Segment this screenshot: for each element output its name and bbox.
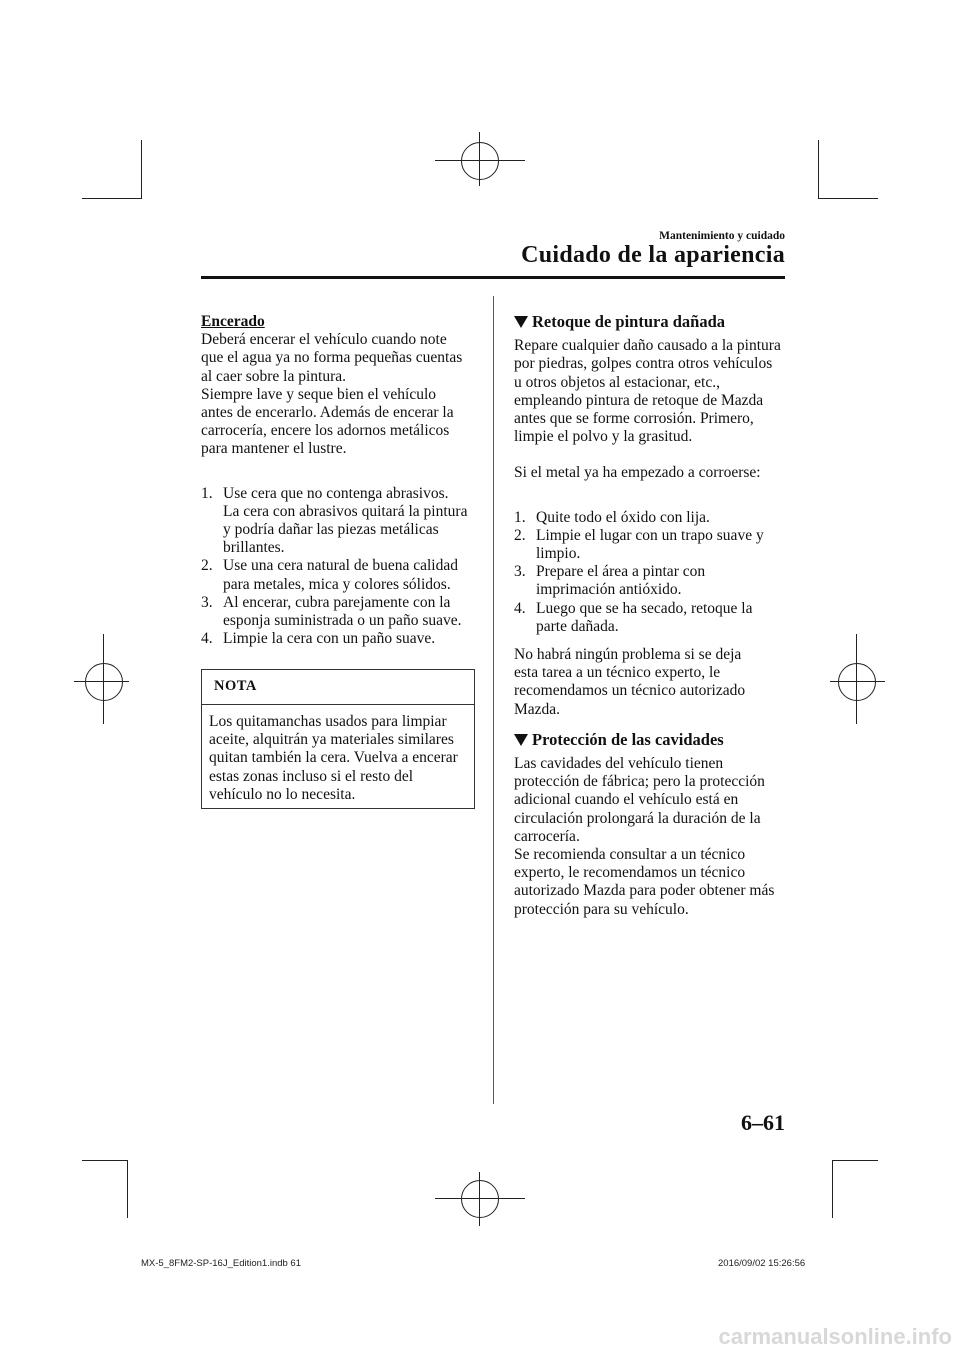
note-body: Los quitamanchas usados para limpiar aceite, alquitrán ya materiales similares quitan también la cera. Vuelva a encerar estas zonas incluso si el resto del vehículo no lo necesita. bbox=[209, 713, 458, 803]
note-box bbox=[201, 669, 475, 809]
crop-mark bbox=[141, 140, 142, 198]
encerado-heading: Encerado bbox=[201, 313, 265, 330]
crop-mark bbox=[818, 140, 819, 198]
page-title: Cuidado de la apariencia bbox=[521, 242, 785, 268]
list-item: 4. Luego que se ha secado, retoque la parte dañada. bbox=[514, 599, 753, 635]
encerado-intro: Deberá encerar el vehículo cuando note que el agua ya no forma pequeñas cuentas al caer sobre la pintura. Siempre lave y seque bien el vehículo antes de encerarlo. Además de encerar la carrocería, encere los adornos metálicos para mantener el lustre. bbox=[201, 331, 463, 458]
list-item: 3. Prepare el área a pintar con imprimación antióxido. bbox=[514, 563, 706, 599]
list-item: 1. Quite todo el óxido con lija. bbox=[514, 508, 710, 526]
crop-mark bbox=[82, 1160, 128, 1161]
list-item: 1. Use cera que no contenga abrasivos. La cera con abrasivos quitará la pintura y podría dañar las piezas metálicas brillantes. bbox=[201, 484, 468, 557]
note-title: NOTA bbox=[202, 670, 474, 705]
cavidades-body: Las cavidades del vehículo tienen protección de fábrica; pero la protección adicional cuando el vehículo está en circulación prolongará la duración de la carrocería. Se recomienda consultar a un técnico experto, le recomendamos un técnico autorizado Mazda para poder obtener más protección para su vehículo. bbox=[514, 755, 775, 918]
footer-timestamp: 2016/09/02 15:26:56 bbox=[718, 1258, 806, 1269]
header-rule bbox=[201, 276, 785, 279]
list-item: 2. Limpie el lugar con un trapo suave y limpio. bbox=[514, 526, 764, 563]
retoque-steps bbox=[514, 509, 789, 636]
section-label: Mantenimiento y cuidado bbox=[659, 230, 785, 242]
retoque-heading: Retoque de pintura dañada bbox=[514, 313, 789, 331]
column-divider bbox=[493, 296, 494, 1104]
triangle-bullet-icon bbox=[514, 316, 528, 328]
crop-mark bbox=[818, 198, 878, 199]
crop-mark bbox=[82, 198, 142, 199]
triangle-bullet-icon bbox=[514, 734, 528, 746]
retoque-intro: Repare cualquier daño causado a la pintura por piedras, golpes contra otros vehículos u otros objetos al estacionar, etc., empleando pintura de retoque de Mazda antes que se forme corrosión. Primero, limpie el polvo y la grasitud. bbox=[514, 337, 781, 446]
watermark: carmanualsonline.info bbox=[718, 1324, 952, 1349]
left-column bbox=[201, 313, 476, 648]
list-item: 3. Al encerar, cubra parejamente con la esponja suministrada o un paño suave. bbox=[201, 593, 462, 630]
crop-mark bbox=[832, 1160, 833, 1218]
footer-file: MX-5_8FM2-SP-16J_Edition1.indb 61 bbox=[141, 1258, 302, 1269]
retoque-metal: Si el metal ya ha empezado a corroerse: bbox=[514, 464, 761, 482]
list-item: 4. Limpie la cera con un paño suave. bbox=[201, 630, 436, 648]
list-item: 2. Use una cera natural de buena calidad para metales, mica y colores sólidos. bbox=[201, 557, 458, 593]
encerado-steps bbox=[201, 485, 476, 649]
crop-mark bbox=[832, 1160, 878, 1161]
page-number: 6–61 bbox=[741, 1110, 785, 1135]
retoque-outro: No habrá ningún problema si se deja esta tarea a un técnico experto, le recomendamos un técnico autorizado Mazda. bbox=[514, 646, 746, 718]
crop-mark bbox=[127, 1160, 128, 1218]
right-column bbox=[514, 313, 789, 919]
cavidades-heading: Protección de las cavidades bbox=[514, 731, 789, 749]
